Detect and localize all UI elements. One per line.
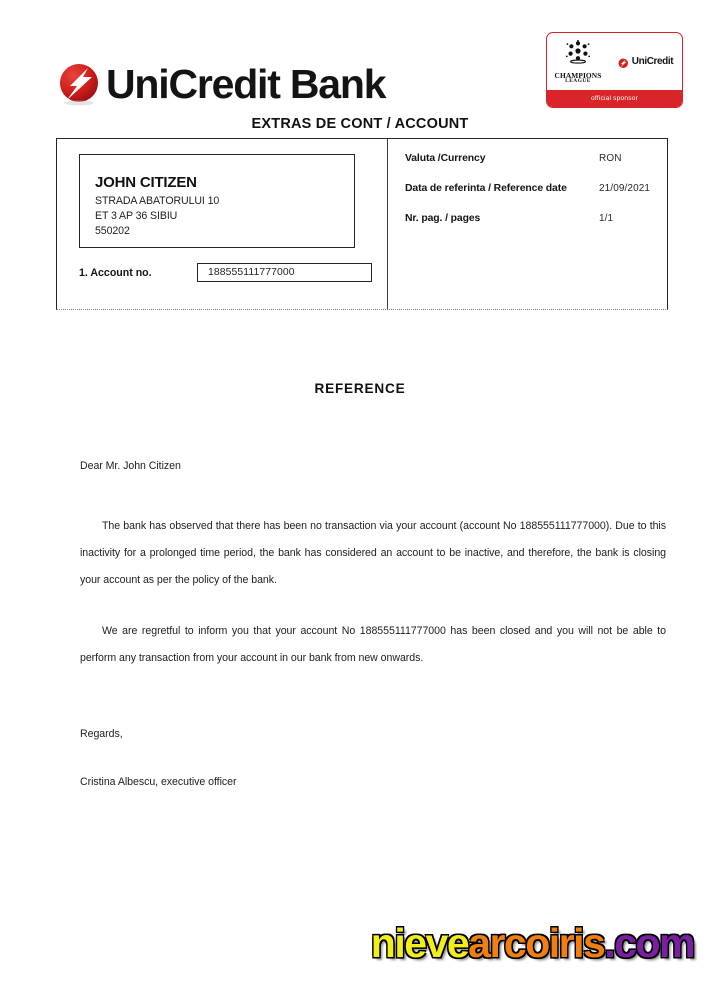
bank-brand bbox=[58, 62, 385, 106]
meta-value: 1/1 bbox=[599, 213, 614, 224]
reference-heading: REFERENCE bbox=[314, 381, 406, 396]
watermark-part-1: nieve bbox=[370, 920, 469, 966]
letter-body bbox=[80, 460, 666, 672]
meta-value: RON bbox=[599, 153, 622, 164]
unicredit-logo-icon bbox=[58, 62, 102, 106]
panel-divider bbox=[387, 139, 388, 309]
unicredit-logo-icon bbox=[618, 56, 629, 67]
address-line-1: STRADA ABATORULUI 10 bbox=[95, 195, 220, 207]
account-holder-name: JOHN CITIZEN bbox=[95, 174, 197, 191]
sponsor-badge-top bbox=[547, 33, 682, 90]
champions-league-label-line2: LEAGUE bbox=[565, 78, 591, 85]
meta-row-reference-date bbox=[405, 183, 655, 194]
meta-label: Data de referinta / Reference date bbox=[405, 183, 567, 194]
account-number-value: 188555111777000 bbox=[197, 263, 372, 282]
account-number-label: 1. Account no. bbox=[79, 266, 152, 279]
meta-value: 21/09/2021 bbox=[599, 183, 651, 194]
champions-league-starball-icon bbox=[564, 53, 592, 70]
champions-league-sponsor-badge bbox=[546, 32, 683, 108]
document-title: EXTRAS DE CONT / ACCOUNT bbox=[251, 116, 469, 132]
watermark-part-2: arcoiris bbox=[468, 920, 605, 966]
meta-row-currency bbox=[405, 153, 655, 164]
account-info-panel bbox=[56, 138, 668, 310]
letter-paragraph-1: The bank has observed that there has been no transaction via your account (account No 188555111777000). Due to this inactivity for a prolonged time period, the bank has considered an account to be inactive, and therefore, the bank is closing your account as per the policy of the bank. bbox=[80, 520, 666, 586]
meta-label: Valuta /Currency bbox=[405, 153, 486, 164]
official-sponsor-banner: official sponsor bbox=[547, 90, 682, 107]
champions-league-logo bbox=[547, 38, 609, 86]
letter-paragraph-2: We are regretful to inform you that your account No 188555111777000 has been closed and you will not be able to perform any transaction from your account in our bank from new onwards. bbox=[80, 625, 666, 664]
sponsor-partner-logo bbox=[609, 56, 682, 67]
bank-brand-name: UniCredit Bank bbox=[106, 60, 386, 107]
sponsor-partner-name: UniCredit bbox=[631, 56, 674, 67]
document-header bbox=[0, 30, 720, 110]
meta-row-pages bbox=[405, 213, 655, 224]
meta-label: Nr. pag. / pages bbox=[405, 213, 481, 224]
champions-league-label-line1: CHAMPIONS bbox=[554, 70, 602, 80]
address-line-2: ET 3 AP 36 SIBIU bbox=[95, 210, 178, 223]
address-line-3: 550202 bbox=[95, 225, 130, 238]
letter-regards: Regards, bbox=[80, 728, 123, 740]
account-holder-address-box bbox=[79, 154, 355, 248]
letter-signature-block bbox=[80, 728, 580, 788]
letter-salutation: Dear Mr. John Citizen bbox=[80, 460, 181, 472]
letter-signatory: Cristina Albescu, executive officer bbox=[80, 776, 237, 788]
site-watermark bbox=[370, 920, 694, 966]
statement-meta-list bbox=[405, 153, 655, 243]
account-number-row bbox=[79, 263, 372, 282]
watermark-part-3: .com bbox=[604, 920, 694, 966]
